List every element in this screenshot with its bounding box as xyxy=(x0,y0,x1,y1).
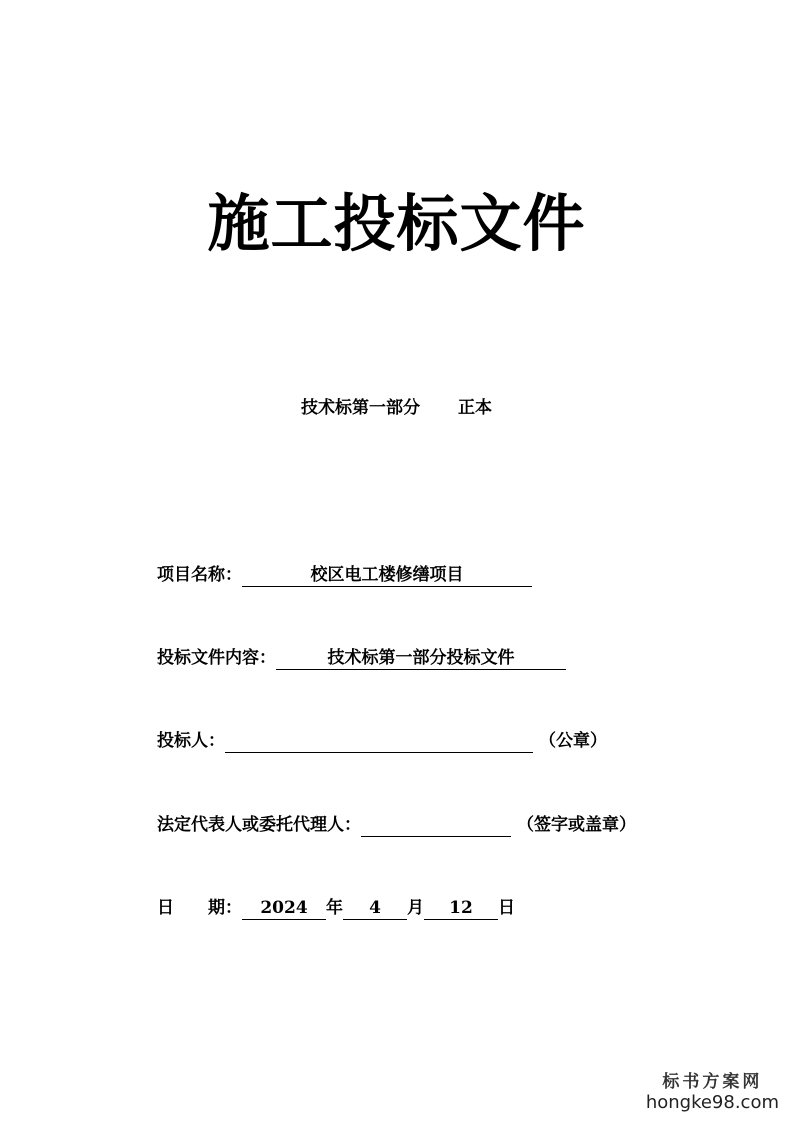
project-name-label: 项目名称： xyxy=(157,565,242,585)
subtitle-copy: 正本 xyxy=(458,398,492,418)
bid-content-label: 投标文件内容： xyxy=(157,648,276,668)
project-name-value: 校区电工楼修缮项目 xyxy=(242,564,532,587)
project-name-row xyxy=(157,563,532,587)
bidder-label: 投标人： xyxy=(157,731,225,751)
date-month-unit: 月 xyxy=(407,898,424,918)
representative-row xyxy=(157,813,636,837)
watermark xyxy=(646,1072,779,1114)
date-day: 12 xyxy=(424,897,498,920)
bid-content-value: 技术标第一部分投标文件 xyxy=(276,647,566,670)
bid-content-row xyxy=(157,646,566,670)
date-label: 日 期： xyxy=(157,898,242,918)
bidder-value xyxy=(225,730,533,753)
date-month: 4 xyxy=(343,897,407,920)
representative-label: 法定代表人或委托代理人： xyxy=(157,815,361,835)
watermark-title: 标书方案网 xyxy=(662,1072,763,1092)
date-year: 2024 xyxy=(242,897,326,920)
watermark-url: hongke98.com xyxy=(645,1092,779,1113)
subtitle xyxy=(0,396,793,420)
bidder-row xyxy=(157,729,607,753)
date-year-unit: 年 xyxy=(326,898,343,918)
bidder-seal-note: （公章） xyxy=(539,731,607,751)
representative-value xyxy=(361,814,511,837)
subtitle-part: 技术标第一部分 xyxy=(301,398,420,418)
date-row xyxy=(157,896,515,920)
representative-sign-note: （签字或盖章） xyxy=(517,815,636,835)
date-day-unit: 日 xyxy=(498,898,515,918)
page-title: 施工投标文件 xyxy=(207,187,586,260)
